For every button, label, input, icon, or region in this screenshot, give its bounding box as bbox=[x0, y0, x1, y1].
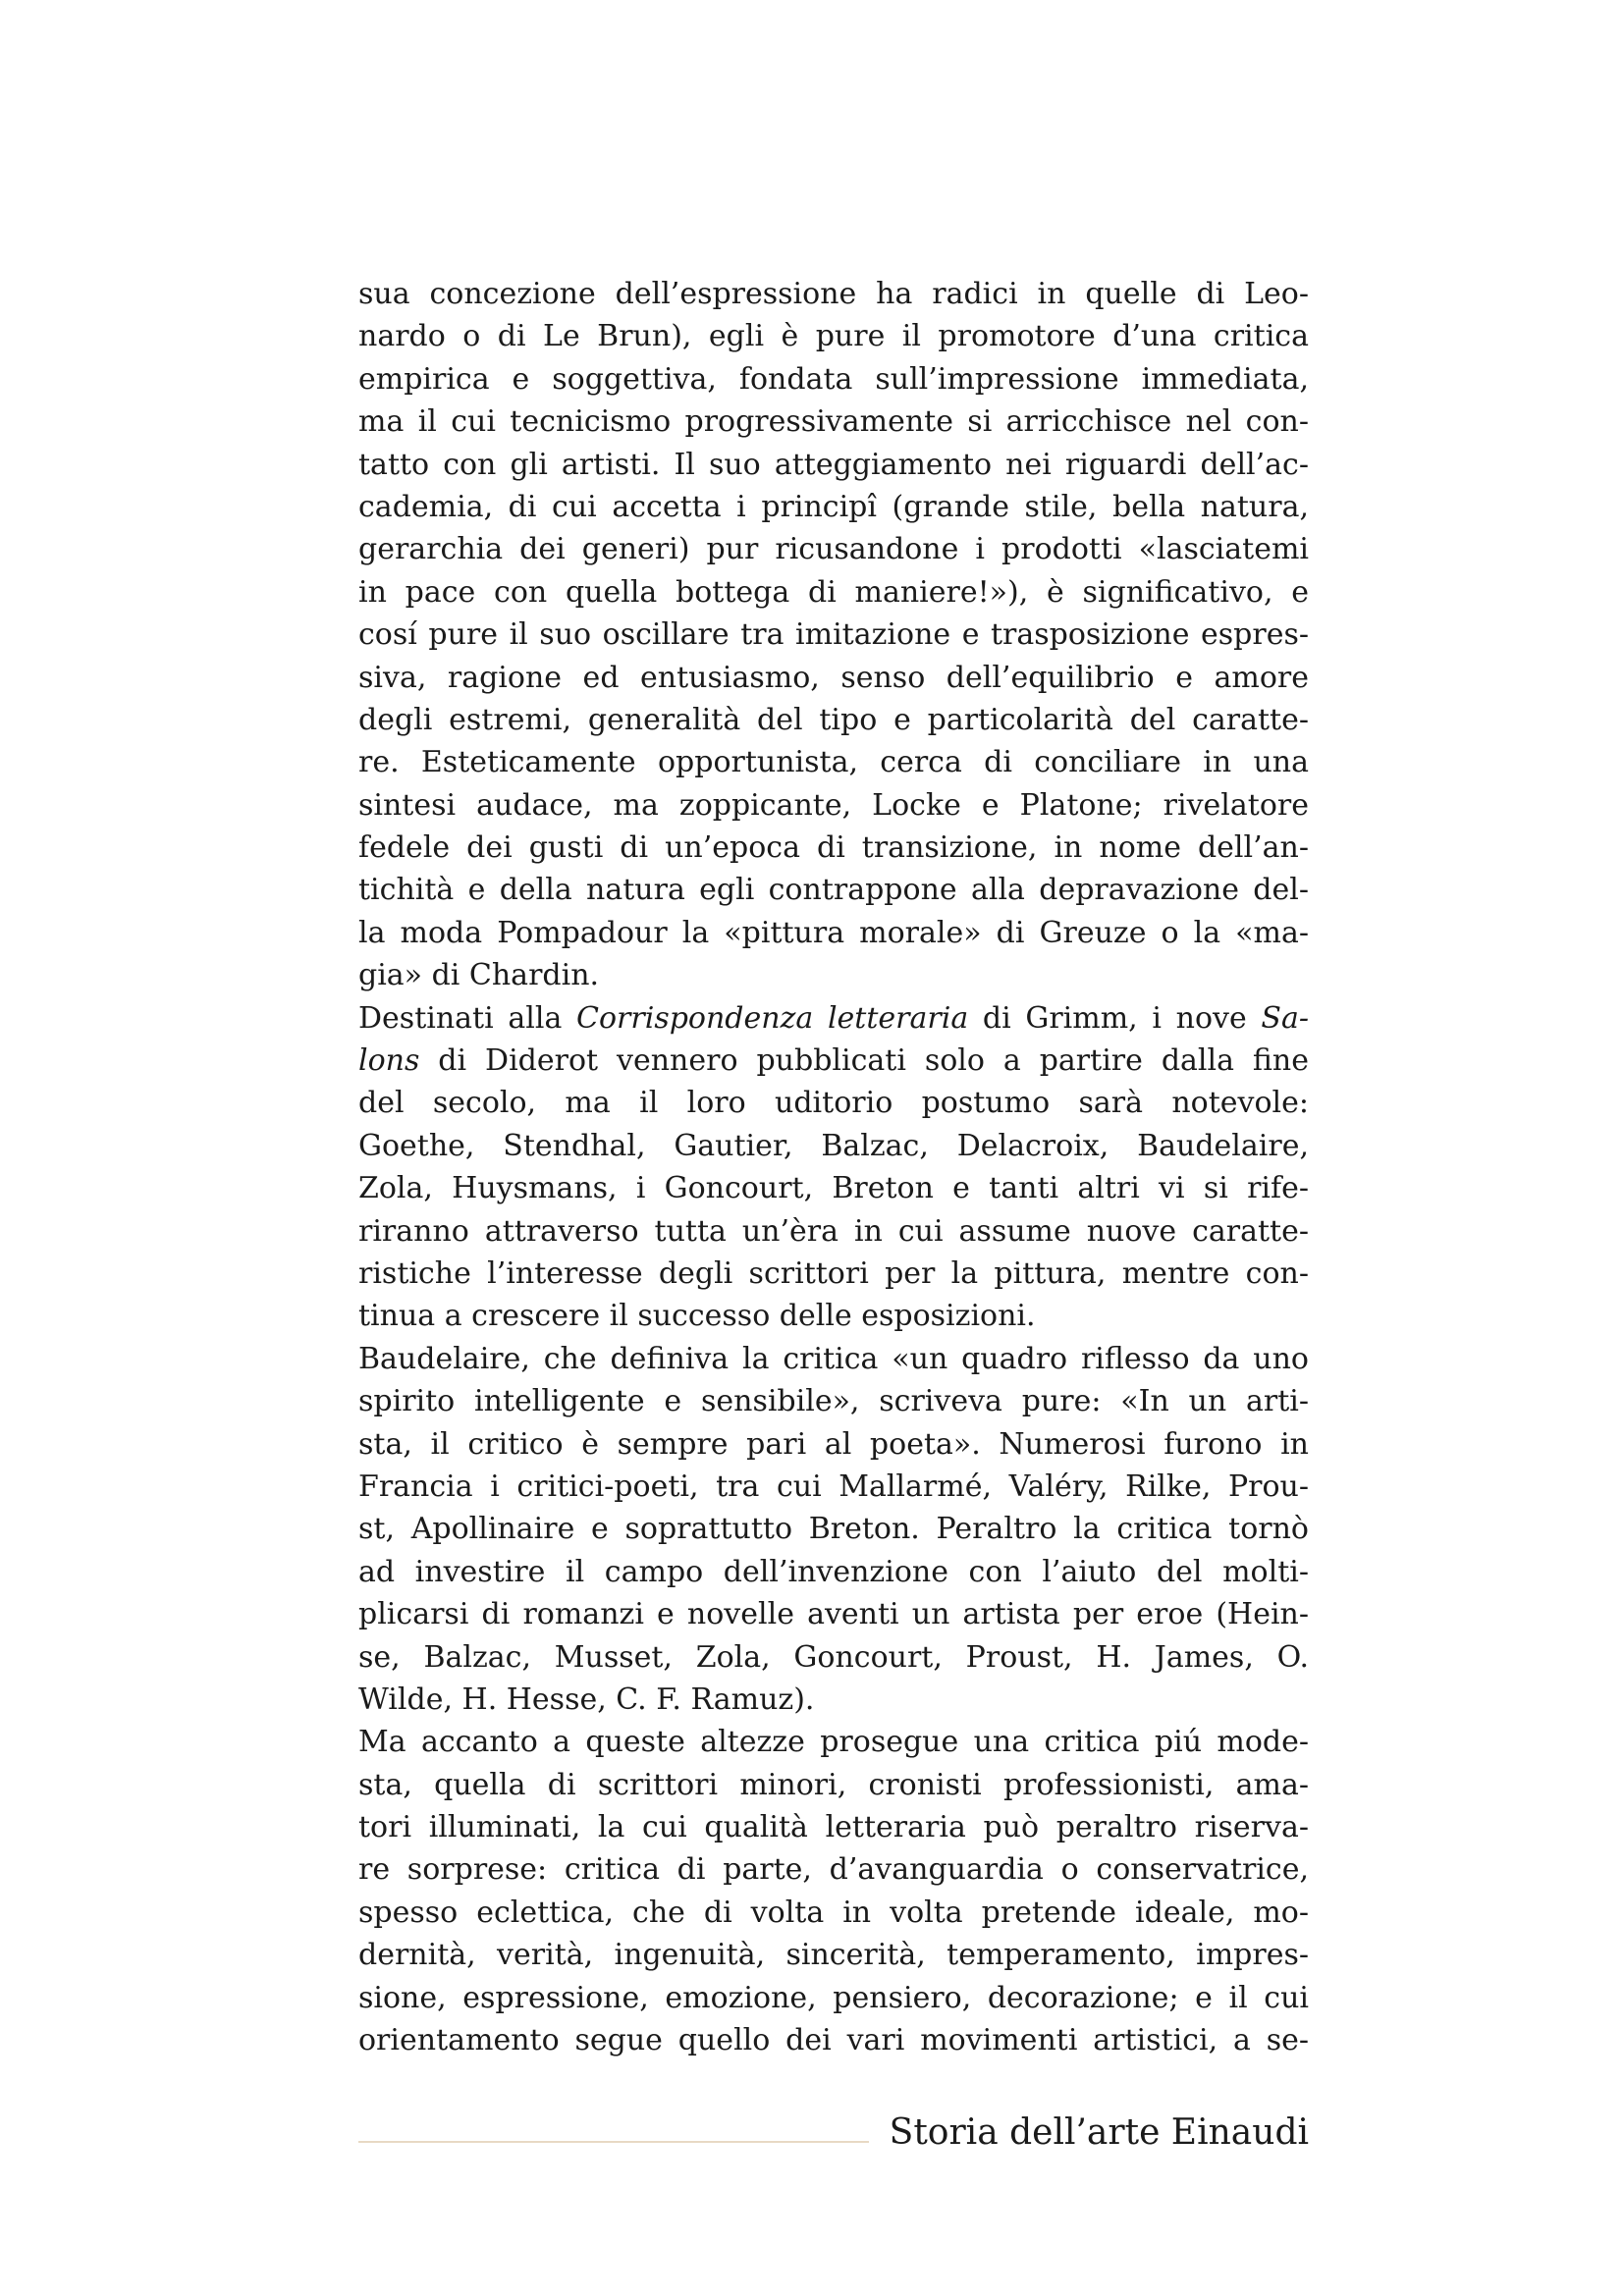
text-line: sintesi audace, ma zoppicante, Locke e Platone; rivelatore bbox=[358, 787, 1309, 823]
text-line: tori illuminati, la cui qualità letteraria può peraltro riserva- bbox=[358, 1810, 1309, 1845]
body-text bbox=[358, 273, 1309, 2061]
text-line: ristiche l’interesse degli scrittori per la pittura, mentre con- bbox=[358, 1255, 1309, 1291]
text-line: sua concezione dell’espressione ha radici in quelle di Leo- bbox=[358, 277, 1309, 311]
footer-book-title: Storia dell’arte Einaudi bbox=[889, 2112, 1309, 2153]
text-line-grimm bbox=[358, 997, 1309, 1040]
text-run: di Grimm, i nove bbox=[968, 1000, 1262, 1036]
text-line: Zola, Huysmans, i Goncourt, Breton e tanti altri vi si rife- bbox=[358, 1171, 1309, 1206]
text-line: tatto con gli artisti. Il suo atteggiamento nei riguardi dell’ac- bbox=[358, 447, 1309, 482]
text-line: Goethe, Stendhal, Gautier, Balzac, Delacroix, Baudelaire, bbox=[358, 1128, 1309, 1163]
text-line: del secolo, ma il loro uditorio postumo sarà notevole: bbox=[358, 1086, 1309, 1121]
text-line: se, Balzac, Musset, Zola, Goncourt, Proust, H. James, O. bbox=[358, 1639, 1309, 1675]
text-line: sta, quella di scrittori minori, cronisti professionisti, ama- bbox=[358, 1767, 1309, 1802]
text-line: re. Esteticamente opportunista, cerca di conciliare in una bbox=[358, 745, 1309, 780]
text-line: spirito intelligente e sensibile», scriveva pure: «In un arti- bbox=[358, 1384, 1309, 1419]
text-line: ad investire il campo dell’invenzione con l’aiuto del molti- bbox=[358, 1554, 1309, 1589]
text-line: sione, espressione, emozione, pensiero, decorazione; e il cui bbox=[358, 1980, 1309, 2015]
text-line: Ma accanto a queste altezze prosegue una critica piú mode- bbox=[358, 1725, 1309, 1760]
text-line: degli estremi, generalità del tipo e particolarità del caratte- bbox=[358, 702, 1309, 737]
italic-title: Sa- bbox=[1261, 1000, 1309, 1036]
text-line-salons bbox=[358, 1040, 1309, 1082]
text-line: sta, il critico è sempre pari al poeta». Numerosi furono in bbox=[358, 1426, 1309, 1462]
text-line: gia» di Chardin. bbox=[358, 958, 600, 993]
text-line: la moda Pompadour la «pittura morale» di Greuze o la «ma- bbox=[358, 915, 1309, 950]
text-run: di Diderot vennero pubblicati solo a partire dalla fine bbox=[419, 1043, 1309, 1079]
text-line: Wilde, H. Hesse, C. F. Ramuz). bbox=[358, 1682, 815, 1717]
text-line: cosí pure il suo oscillare tra imitazione e trasposizione espres- bbox=[358, 617, 1309, 653]
text-line: fedele dei gusti di un’epoca di transizione, in nome dell’an- bbox=[358, 830, 1309, 866]
italic-title: Corrispondenza letteraria bbox=[576, 1000, 969, 1036]
text-line: tinua a crescere il successo delle esposizioni. bbox=[358, 1299, 1036, 1334]
text-line: empirica e soggettiva, fondata sull’impressione immediata, bbox=[358, 361, 1309, 397]
text-line: st, Apollinaire e soprattutto Breton. Peraltro la critica tornò bbox=[358, 1512, 1309, 1547]
text-line: ma il cui tecnicismo progressivamente si arricchisce nel con- bbox=[358, 404, 1309, 440]
text-line: re sorprese: critica di parte, d’avanguardia o conservatrice, bbox=[358, 1852, 1309, 1888]
text-line: nardo o di Le Brun), egli è pure il promotore d’una critica bbox=[358, 319, 1309, 354]
text-line: orientamento segue quello dei vari movimenti artistici, a se- bbox=[358, 2023, 1309, 2058]
text-line: tichità e della natura egli contrappone alla depravazione del- bbox=[358, 873, 1309, 908]
text-line: in pace con quella bottega di maniere!»), è significativo, e bbox=[358, 574, 1309, 610]
text-line: plicarsi di romanzi e novelle aventi un artista per eroe (Hein- bbox=[358, 1597, 1309, 1632]
italic-title: lons bbox=[358, 1043, 420, 1079]
text-line: riranno attraverso tutta un’èra in cui assume nuove caratte- bbox=[358, 1213, 1309, 1249]
text-line: gerarchia dei generi) pur ricusandone i prodotti «lasciatemi bbox=[358, 532, 1309, 567]
text-run: Destinati alla bbox=[358, 1000, 577, 1036]
footer-divider bbox=[358, 2141, 869, 2143]
text-line: Francia i critici-poeti, tra cui Mallarmé, Valéry, Rilke, Prou- bbox=[358, 1468, 1309, 1504]
text-line: spesso eclettica, che di volta in volta pretende ideale, mo- bbox=[358, 1895, 1309, 1930]
text-line: siva, ragione ed entusiasmo, senso dell’equilibrio e amore bbox=[358, 660, 1309, 695]
text-line: cademia, di cui accetta i principî (grande stile, bella natura, bbox=[358, 489, 1309, 524]
text-line: Baudelaire, che definiva la critica «un quadro riflesso da uno bbox=[358, 1341, 1309, 1376]
text-line: dernità, verità, ingenuità, sincerità, temperamento, impres- bbox=[358, 1938, 1309, 1973]
